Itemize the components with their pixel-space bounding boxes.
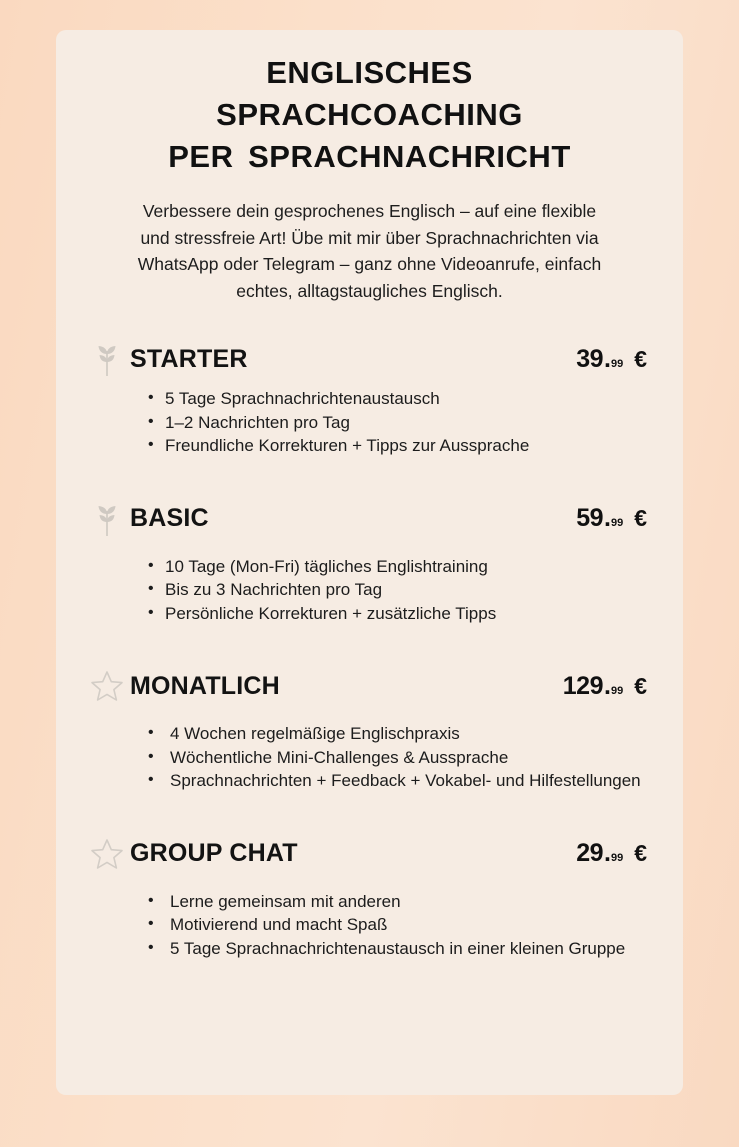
plan-title: BASIC — [130, 504, 209, 532]
plan-features — [84, 723, 655, 793]
plan-features — [84, 556, 655, 626]
price-cents: 99 — [610, 852, 624, 864]
plan-basic — [56, 498, 683, 626]
price-amount: 59 — [576, 504, 603, 532]
plan-header — [84, 665, 655, 707]
plan-group-chat — [56, 833, 683, 961]
content-card — [56, 30, 683, 1095]
list-item: • Motivierend und macht Spaß — [148, 914, 655, 937]
list-item: • Sprachnachrichten + Feedback + Vokabel- und Hilfestellungen — [148, 770, 655, 793]
title-spacer — [233, 139, 248, 174]
price-cents: 99 — [610, 684, 624, 697]
plan-price — [576, 504, 655, 533]
list-item: • 5 Tage Sprachnachrichtenaustausch in einer kleinen Gruppe — [148, 938, 655, 961]
price-cents: 99 — [610, 357, 624, 370]
intro-paragraph: Verbessere dein gesprochenes Englisch – auf eine flexible und stressfreie Art! Übe mit mir über Sprachnachrichten via WhatsApp oder Telegram – ganz ohne Videoanrufe, einfach echtes, alltagstaugliches Englisch. — [137, 201, 602, 301]
star-icon — [84, 837, 130, 871]
leaf-icon — [84, 501, 130, 537]
price-separator: . — [604, 839, 611, 867]
title-line-3-main: SPRACHNACHRICHT — [248, 139, 571, 174]
price-currency: € — [634, 672, 647, 699]
list-item: • 10 Tage (Mon-Fri) tägliches Englishtraining — [148, 556, 655, 579]
plan-price — [563, 672, 655, 701]
price-currency: € — [634, 345, 647, 372]
list-item: • Lerne gemeinsam mit anderen — [148, 891, 655, 914]
list-item: • Persönliche Korrekturen + zusätzliche Tipps — [148, 603, 655, 626]
plan-features — [84, 388, 655, 458]
plan-list — [56, 338, 683, 960]
plan-header — [84, 498, 655, 540]
plan-title: MONATLICH — [130, 671, 280, 700]
plan-header — [84, 338, 655, 380]
page-title — [56, 30, 683, 178]
leaf-icon — [84, 341, 130, 377]
price-amount: 129 — [562, 671, 603, 700]
list-item: • 4 Wochen regelmäßige Englischpraxis — [148, 723, 655, 746]
plan-header — [84, 833, 655, 875]
title-line-3 — [56, 136, 683, 178]
plan-features — [84, 891, 655, 961]
price-separator: . — [604, 671, 611, 700]
plan-monatlich — [56, 665, 683, 793]
price-currency: € — [634, 505, 647, 531]
list-item: • Bis zu 3 Nachrichten pro Tag — [148, 579, 655, 602]
list-item: • Freundliche Korrekturen + Tipps zur Aussprache — [148, 435, 655, 458]
list-item: • 5 Tage Sprachnachrichtenaustausch — [148, 388, 655, 411]
title-line-1: ENGLISCHES — [266, 55, 473, 90]
price-currency: € — [634, 840, 647, 866]
list-item: • 1–2 Nachrichten pro Tag — [148, 412, 655, 435]
title-line-3-prefix: PER — [168, 139, 234, 174]
price-separator: . — [604, 344, 611, 373]
plan-price — [576, 839, 655, 868]
price-cents: 99 — [610, 517, 624, 529]
list-item: • Wöchentliche Mini-Challenges & Aussprache — [148, 747, 655, 770]
plan-price — [576, 345, 655, 374]
price-amount: 39 — [576, 344, 603, 373]
plan-title: GROUP CHAT — [130, 839, 298, 867]
price-separator: . — [604, 504, 611, 532]
plan-title: STARTER — [130, 344, 248, 373]
title-line-2: SPRACHCOACHING — [216, 97, 523, 132]
plan-starter — [56, 338, 683, 458]
star-icon — [84, 669, 130, 703]
price-amount: 29 — [576, 839, 603, 867]
